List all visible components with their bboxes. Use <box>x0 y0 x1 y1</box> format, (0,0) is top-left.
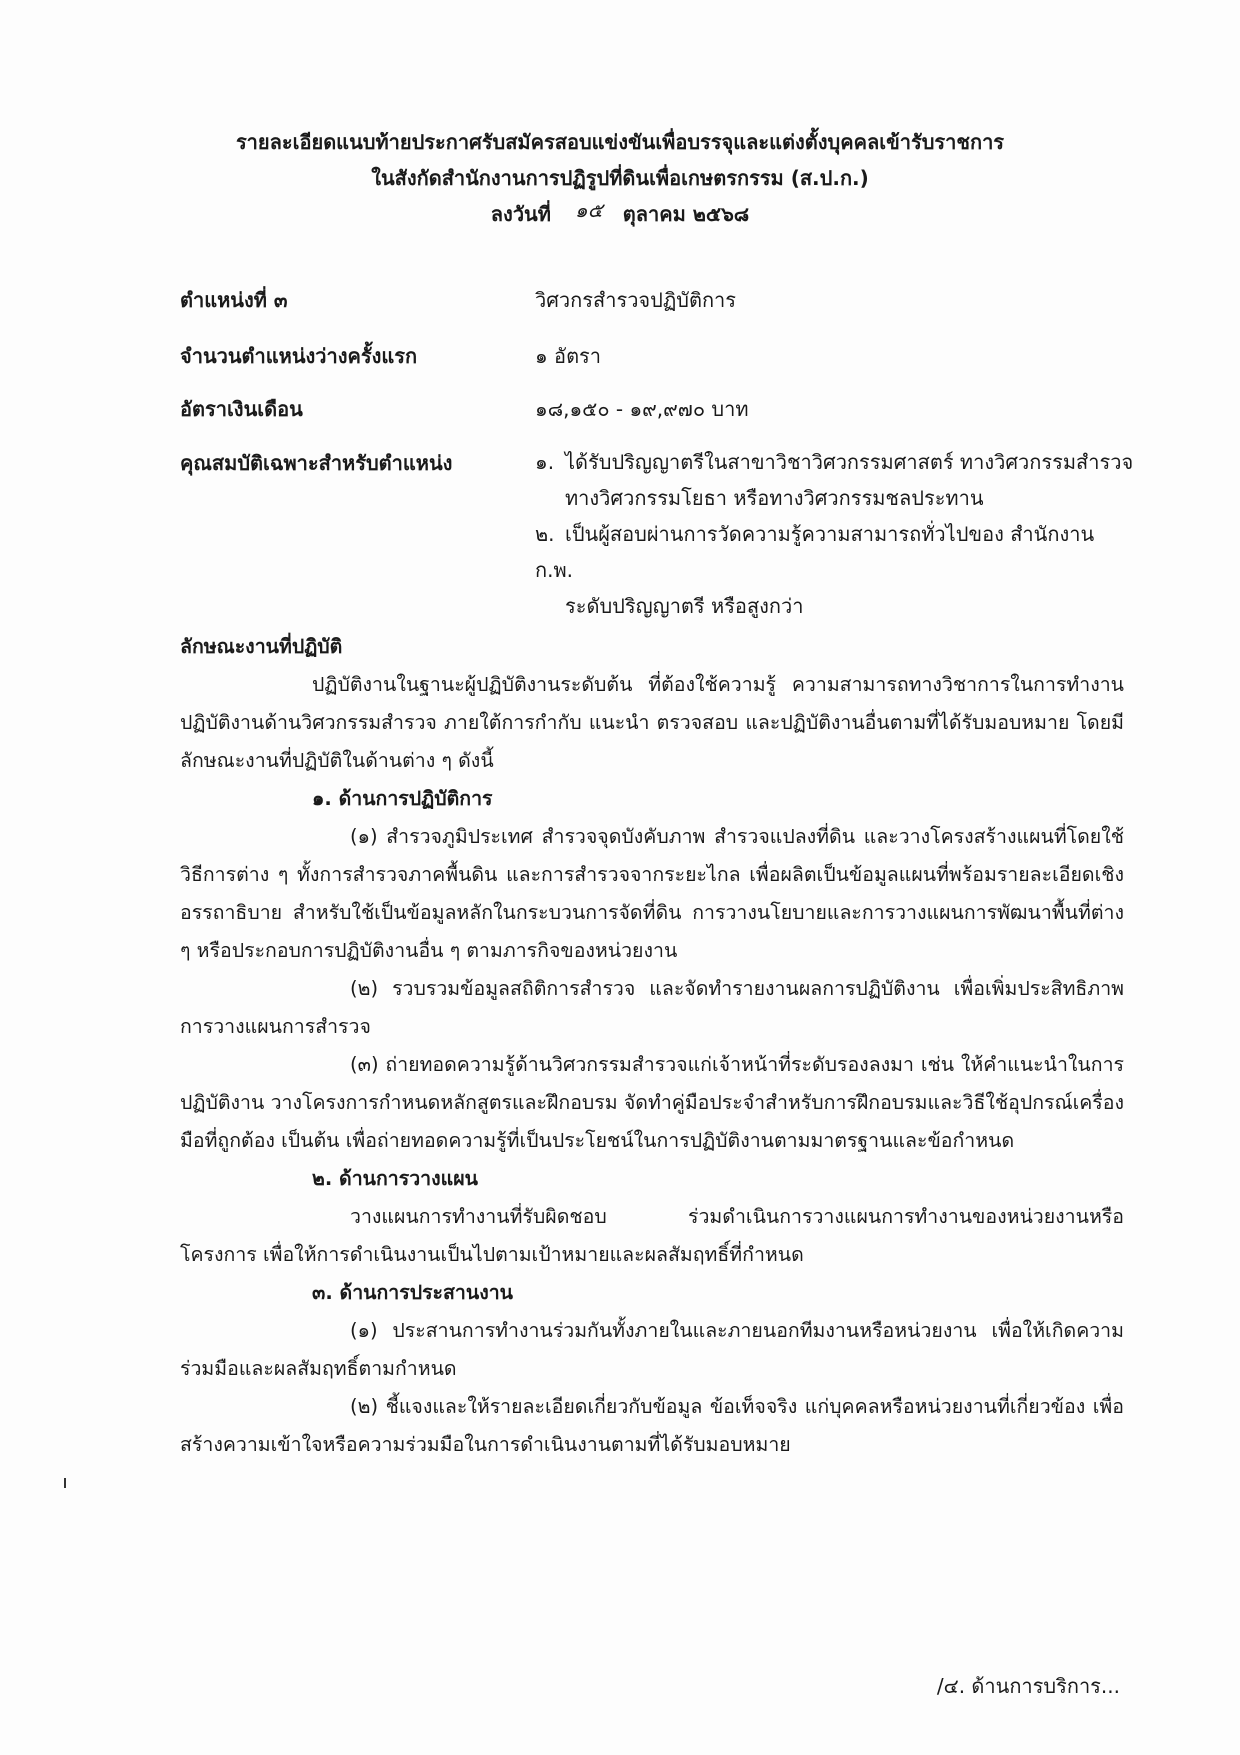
qualification-number: ๑. <box>535 450 555 474</box>
qualification-text-continued: ทางวิศวกรรมโยธา หรือทางวิศวกรรมชลประทาน <box>565 486 984 510</box>
qualification-text: เป็นผู้สอบผ่านการวัดความรู้ความสามารถทั่วไปของ สำนักงาน ก.พ. <box>535 522 1095 582</box>
qualification-item <box>535 516 1135 624</box>
coordination-item-2: (๒) ชี้แจงและให้รายละเอียดเกี่ยวกับข้อมูล ข้อเท็จจริง แก่บุคคลหรือหน่วยงานที่เกี่ยวข้อง เพื่อสร้างความเข้าใจหรือความร่วมมือในการดำเนินงานตามที่ได้รับมอบหมาย <box>180 1395 1124 1456</box>
position-label: ตำแหน่งที่ ๓ <box>180 288 288 312</box>
qualification-label: คุณสมบัติเฉพาะสำหรับตำแหน่ง <box>180 451 453 475</box>
vacancy-value: ๑ อัตรา <box>535 344 602 368</box>
qualification-text-continued: ระดับปริญญาตรี หรือสูงกว่า <box>565 594 804 618</box>
operations-item-3: (๓) ถ่ายทอดความรู้ด้านวิศวกรรมสำรวจแก่เจ้าหน้าที่ระดับรองลงมา เช่น ให้คำแนะนำในการปฏิบัติงาน วางโครงการกำหนดหลักสูตรและฝึกอบรม จัดทำคู่มือประจำสำหรับการฝึกอบรมและวิธีใช้อุปกรณ์เครื่องมือที่ถูกต้อง เป็นต้น เพื่อถ่ายทอดความรู้ที่เป็นประโยชน์ในการปฏิบัติงานตามมาตรฐานและข้อกำหนด <box>180 1053 1124 1152</box>
operations-item-2: (๒) รวบรวมข้อมูลสถิติการสำรวจ และจัดทำรายงานผลการปฏิบัติงาน เพื่อเพิ่มประสิทธิภาพการวางแผนการสำรวจ <box>180 977 1124 1038</box>
vacancy-label: จำนวนตำแหน่งว่างครั้งแรก <box>180 344 418 368</box>
position-row <box>0 284 1240 324</box>
qualification-list <box>535 444 1135 624</box>
position-value: วิศวกรสำรวจปฏิบัติการ <box>535 288 737 312</box>
qualification-text: ได้รับปริญญาตรีในสาขาวิชาวิศวกรรมศาสตร์ ทางวิศวกรรมสำรวจ <box>565 450 1134 474</box>
qualification-number: ๒. <box>535 522 555 546</box>
job-intro-paragraph: ปฏิบัติงานในฐานะผู้ปฏิบัติงานระดับต้น ที่ต้องใช้ความรู้ ความสามารถทางวิชาการในการทำงานปฏิบัติงานด้านวิศวกรรมสำรวจ ภายใต้การกำกับ แนะนำ ตรวจสอบ และปฏิบัติงานอื่นตามที่ได้รับมอบหมาย โดยมีลักษณะงานที่ปฏิบัติในด้านต่าง ๆ ดังนี้ <box>180 673 1124 772</box>
salary-value: ๑๘,๑๕๐ - ๑๙,๙๗๐ บาท <box>535 397 749 421</box>
scan-margin-mark <box>64 1478 66 1488</box>
vacancy-row <box>0 340 1240 380</box>
operations-item-1: (๑) สำรวจภูมิประเทศ สำรวจจุดบังคับภาพ สำรวจแปลงที่ดิน และวางโครงสร้างแผนที่โดยใช้วิธีการต่าง ๆ ทั้งการสำรวจภาคพื้นดิน และการสำรวจจากระยะไกล เพื่อผลิตเป็นข้อมูลแผนที่พร้อมรายละเอียดเชิงอรรถาธิบาย สำหรับใช้เป็นข้อมูลหลักในกระบวนการจัดที่ดิน การวางนโยบายและการวางแผนการพัฒนาพื้นที่ต่าง ๆ หรือประกอบการปฏิบัติงานอื่น ๆ ตามภารกิจของหน่วยงาน <box>180 825 1124 962</box>
planning-paragraph: วางแผนการทำงานที่รับผิดชอบ ร่วมดำเนินการวางแผนการทำงานของหน่วยงานหรือโครงการ เพื่อให้การดำเนินงานเป็นไปตามเป้าหมายและผลสัมฤทธิ์ที่กำหนด <box>180 1205 1124 1266</box>
qualification-item <box>535 444 1135 516</box>
date-day-handwritten: ๑๕ <box>574 198 603 222</box>
date-prefix: ลงวันที่ <box>490 202 551 226</box>
salary-row <box>0 393 1240 433</box>
date-line <box>0 196 1240 232</box>
title-line-1: รายละเอียดแนบท้ายประกาศรับสมัครสอบแข่งขันเพื่อบรรจุและแต่งตั้งบุคคลเข้ารับราชการ <box>235 130 1005 154</box>
next-page-continuation: /๔. ด้านการบริการ... <box>936 1674 1120 1698</box>
date-month-year: ตุลาคม ๒๕๖๘ <box>622 202 750 226</box>
job-description <box>180 628 1124 1464</box>
document-header <box>0 124 1240 232</box>
salary-label: อัตราเงินเดือน <box>180 397 303 421</box>
section-heading-coordination: ๓. ด้านการประสานงาน <box>312 1281 514 1304</box>
section-heading-planning: ๒. ด้านการวางแผน <box>312 1167 478 1190</box>
job-heading: ลักษณะงานที่ปฏิบัติ <box>180 635 343 658</box>
coordination-item-1: (๑) ประสานการทำงานร่วมกันทั้งภายในและภายนอกทีมงานหรือหน่วยงาน เพื่อให้เกิดความร่วมมือและผลสัมฤทธิ์ตามกำหนด <box>180 1319 1124 1380</box>
title-line-2: ในสังกัดสำนักงานการปฏิรูปที่ดินเพื่อเกษตรกรรม (ส.ป.ก.) <box>371 166 869 190</box>
section-heading-operations: ๑. ด้านการปฏิบัติการ <box>312 787 493 810</box>
